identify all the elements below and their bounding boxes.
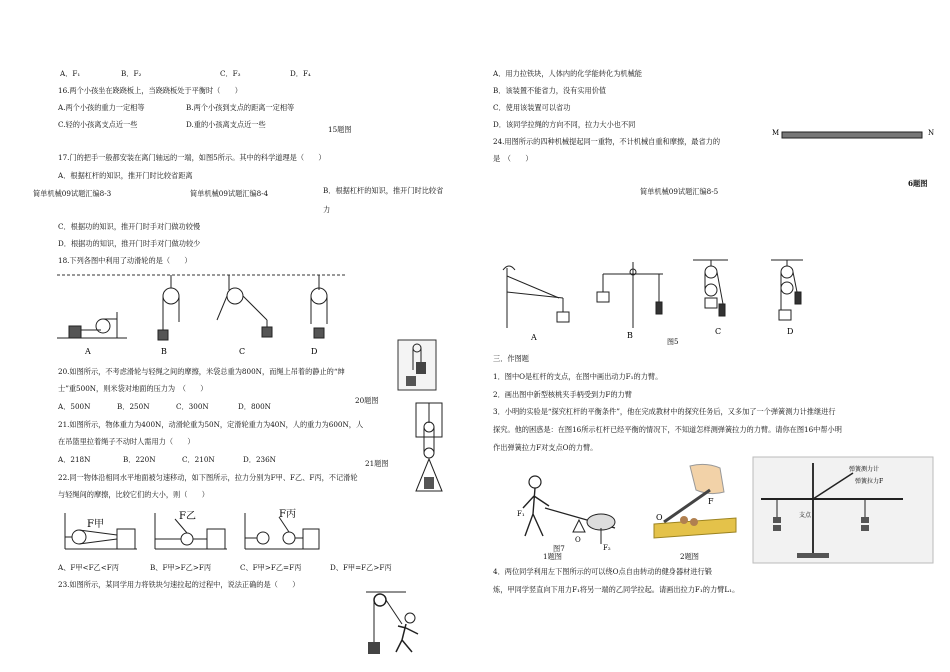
q16-option-b: B.两个小孩到支点的距离一定相等 bbox=[186, 103, 295, 112]
q18-stem: 18.下列各图中利用了动滑轮的是（ ） bbox=[58, 256, 192, 265]
q23-figure bbox=[366, 590, 436, 662]
fig3-label-spring-force: 弹簧拉力F bbox=[855, 478, 884, 485]
q23-option-c: C．使用该装置可以省功 bbox=[493, 103, 571, 112]
q23-option-a: A．用力拉铁块，人体内的化学能转化为机械能 bbox=[493, 69, 642, 78]
q15-option-b: B．F₂ bbox=[121, 69, 142, 78]
q22-line-1: 22.同一物体沿相同水平地面被匀速移动，如下图所示，拉力分别为F甲、F乙、F丙，不记滑轮 bbox=[58, 473, 358, 482]
q15-option-c: C．F₃ bbox=[220, 69, 241, 78]
q18-diagram-a bbox=[57, 312, 127, 338]
q21-option-b: B．220N bbox=[123, 455, 156, 464]
q24-label-d: D bbox=[787, 327, 794, 336]
q17-option-c: C．根据功的知识，推开门时手对门做功较慢 bbox=[58, 222, 201, 231]
mn-bar-label-n: N bbox=[928, 129, 935, 137]
q24-label-c: C bbox=[715, 327, 722, 336]
q16-stem: 16.两个小孩坐在跷跷板上，当跷跷板处于平衡时（ ） bbox=[58, 86, 242, 95]
q18-label-a: A bbox=[85, 347, 91, 356]
q17-source-1: 简单机械09试题汇编8-3 bbox=[33, 189, 112, 198]
q22-figure bbox=[57, 505, 327, 553]
q24-machines-figure bbox=[493, 258, 813, 350]
q18-diagram-c bbox=[217, 275, 272, 337]
q23-option-b: B．该装置不能省力，没有实用价值 bbox=[493, 86, 607, 95]
q18-label-d: D bbox=[311, 347, 318, 356]
q22-option-d: D、F甲=F乙>F丙 bbox=[330, 563, 392, 572]
q18-label-b: B bbox=[161, 347, 167, 356]
section3-q3-line-2: 探究。他的困惑是：在图16所示杠杆已经平衡的情况下，不知道怎样测弹簧拉力的力臂。请你在图16中帮小明 bbox=[493, 425, 842, 434]
q16-option-a: A.两个小孩的重力一定相等 bbox=[58, 103, 145, 112]
q22-label-bing: F丙 bbox=[279, 509, 296, 520]
q23-option-d: D．该同学拉绳的方向不同，拉力大小也不同 bbox=[493, 120, 636, 129]
q24-line-1: 24.用图所示的四种机械提起同一重物，不计机械自重和摩擦，最省力的 bbox=[493, 137, 721, 146]
q18-diagram-d bbox=[311, 275, 327, 338]
fig3-label-fulcrum: 支点 bbox=[799, 512, 812, 519]
section3-fig1 bbox=[515, 470, 635, 560]
q17-option-d: D．根据功的知识，推开门时手对门做功较少 bbox=[58, 239, 201, 248]
fig2-label-f: F bbox=[708, 497, 714, 506]
q20-option-b: B．250N bbox=[117, 402, 150, 411]
q17-option-b-cont: 力 bbox=[323, 205, 331, 214]
section3-fig3 bbox=[753, 457, 933, 563]
mn-bar-label-m: M bbox=[772, 129, 780, 137]
q24-machine-d bbox=[771, 260, 803, 320]
q22-option-b: B、F甲>F乙>F丙 bbox=[150, 563, 212, 572]
q20-caption: 20题图 bbox=[355, 396, 379, 405]
q16-option-d: D.重的小孩离支点近一些 bbox=[186, 120, 266, 129]
q21-option-a: A．218N bbox=[58, 455, 91, 464]
q15-option-a: A．F₁ bbox=[60, 69, 81, 78]
q21-option-c: C．210N bbox=[182, 455, 215, 464]
q17-option-b: B．根据杠杆的知识，推开门时比较省 bbox=[323, 186, 444, 195]
q21-line-1: 21.如图所示，物体重力为400N，动滑轮重为50N，定滑轮重力为40N，人的重力为600N，人 bbox=[58, 420, 364, 429]
q22-option-a: A、F甲<F乙<F丙 bbox=[58, 563, 119, 572]
q24-machine-b bbox=[597, 262, 663, 328]
section3-q3-line-1: 3．小明的实验是“探究杠杆的平衡条件”，他在完成教材中的探究任务后，又多加了一个弹簧测力计推继进行 bbox=[493, 407, 836, 416]
section3-q4-line-2: 炼，甲同学竖直向下用力F₁将另一端的乙同学拉起。请画出拉力F₁的力臂L₁。 bbox=[493, 585, 740, 594]
q18-label-c: C bbox=[239, 347, 246, 356]
section3-fig2 bbox=[650, 462, 740, 546]
q22-label-yi: F乙 bbox=[179, 511, 196, 522]
section3-q4-line-1: 4．两位同学利用左下图所示的可以绕O点自由转动的健身器材进行锻 bbox=[493, 567, 712, 576]
section3-q2: 2．画出图中新型核桃夹手柄受到力F的力臂 bbox=[493, 390, 632, 399]
q24-caption: 图5 bbox=[667, 338, 679, 346]
q20-option-d: D．800N bbox=[238, 402, 271, 411]
section3-fig2-caption: 2题图 bbox=[680, 552, 699, 561]
q20-line-2: 士”重500N，则米袋对地面的压力为 （ ） bbox=[58, 384, 208, 393]
q20-line-1: 20.如图所示，不考虑滑轮与轻绳之间的摩擦，米袋总重为800N，而绳上吊着的静止的“绅 bbox=[58, 367, 345, 376]
q22-line-2: 与轻绳间的摩擦，比较它们的大小，则（ ） bbox=[58, 490, 209, 499]
fig1-label-f2: F₂ bbox=[603, 544, 611, 552]
q15-option-d: D．F₄ bbox=[290, 69, 311, 78]
q24-source: 简单机械09试题汇编8-5 bbox=[640, 187, 719, 196]
q16-option-c: C.轻的小孩离支点近一些 bbox=[58, 120, 138, 129]
section3-title: 三．作图题 bbox=[493, 354, 529, 363]
section3-q3-line-3: 作出弹簧拉力F对支点O的力臂。 bbox=[493, 443, 598, 452]
q23-stem: 23.如图所示，某同学用力将铁块匀速拉起的过程中，说法正确的是（ ） bbox=[58, 580, 300, 589]
q21-figure bbox=[410, 403, 448, 503]
q24-line-2: 是 （ ） bbox=[493, 154, 533, 163]
q24-label-a: A bbox=[531, 333, 537, 342]
q21-caption: 21题图 bbox=[365, 459, 389, 468]
section3-q1: 1．图中O是杠杆的支点，在图中画出动力F₁的力臂。 bbox=[493, 372, 663, 381]
mn-bar-figure bbox=[772, 126, 938, 144]
q21-line-2: 在吊篮里拉着绳子不动时人需用力（ ） bbox=[58, 437, 195, 446]
q18-diagram-b bbox=[158, 275, 179, 340]
q20-option-c: C．300N bbox=[176, 402, 209, 411]
q24-machine-a bbox=[503, 266, 569, 328]
q20-option-a: A．500N bbox=[58, 402, 91, 411]
section3-fig1-sub: 图7 bbox=[553, 544, 565, 553]
fig3-label-spring-scale: 弹簧测力计 bbox=[849, 466, 880, 473]
bar-figure-caption: 6题图 bbox=[908, 179, 928, 188]
q24-machine-c bbox=[693, 260, 728, 316]
q17-stem: 17.门的把手一般都安装在离门轴远的一端，如图5所示。其中的科学道理是（ ） bbox=[58, 153, 326, 162]
q24-label-b: B bbox=[627, 331, 633, 340]
q18-pulley-figure bbox=[57, 272, 347, 356]
q17-option-a: A．根据杠杆的知识，推开门时比较省距离 bbox=[58, 171, 193, 180]
q15-figure-caption: 15题图 bbox=[328, 125, 352, 134]
q22-label-jia: F甲 bbox=[87, 519, 104, 530]
q21-option-d: D．236N bbox=[243, 455, 276, 464]
q22-option-c: C、F甲>F乙=F丙 bbox=[240, 563, 302, 572]
fig2-label-o: O bbox=[656, 513, 663, 522]
q20-figure bbox=[398, 340, 436, 390]
q17-source-2: 简单机械09试题汇编8-4 bbox=[190, 189, 269, 198]
section3-fig1-caption: 1题图 bbox=[543, 552, 562, 561]
fig1-label-o: O bbox=[575, 536, 581, 544]
fig1-label-f1: F₁ bbox=[517, 510, 525, 518]
